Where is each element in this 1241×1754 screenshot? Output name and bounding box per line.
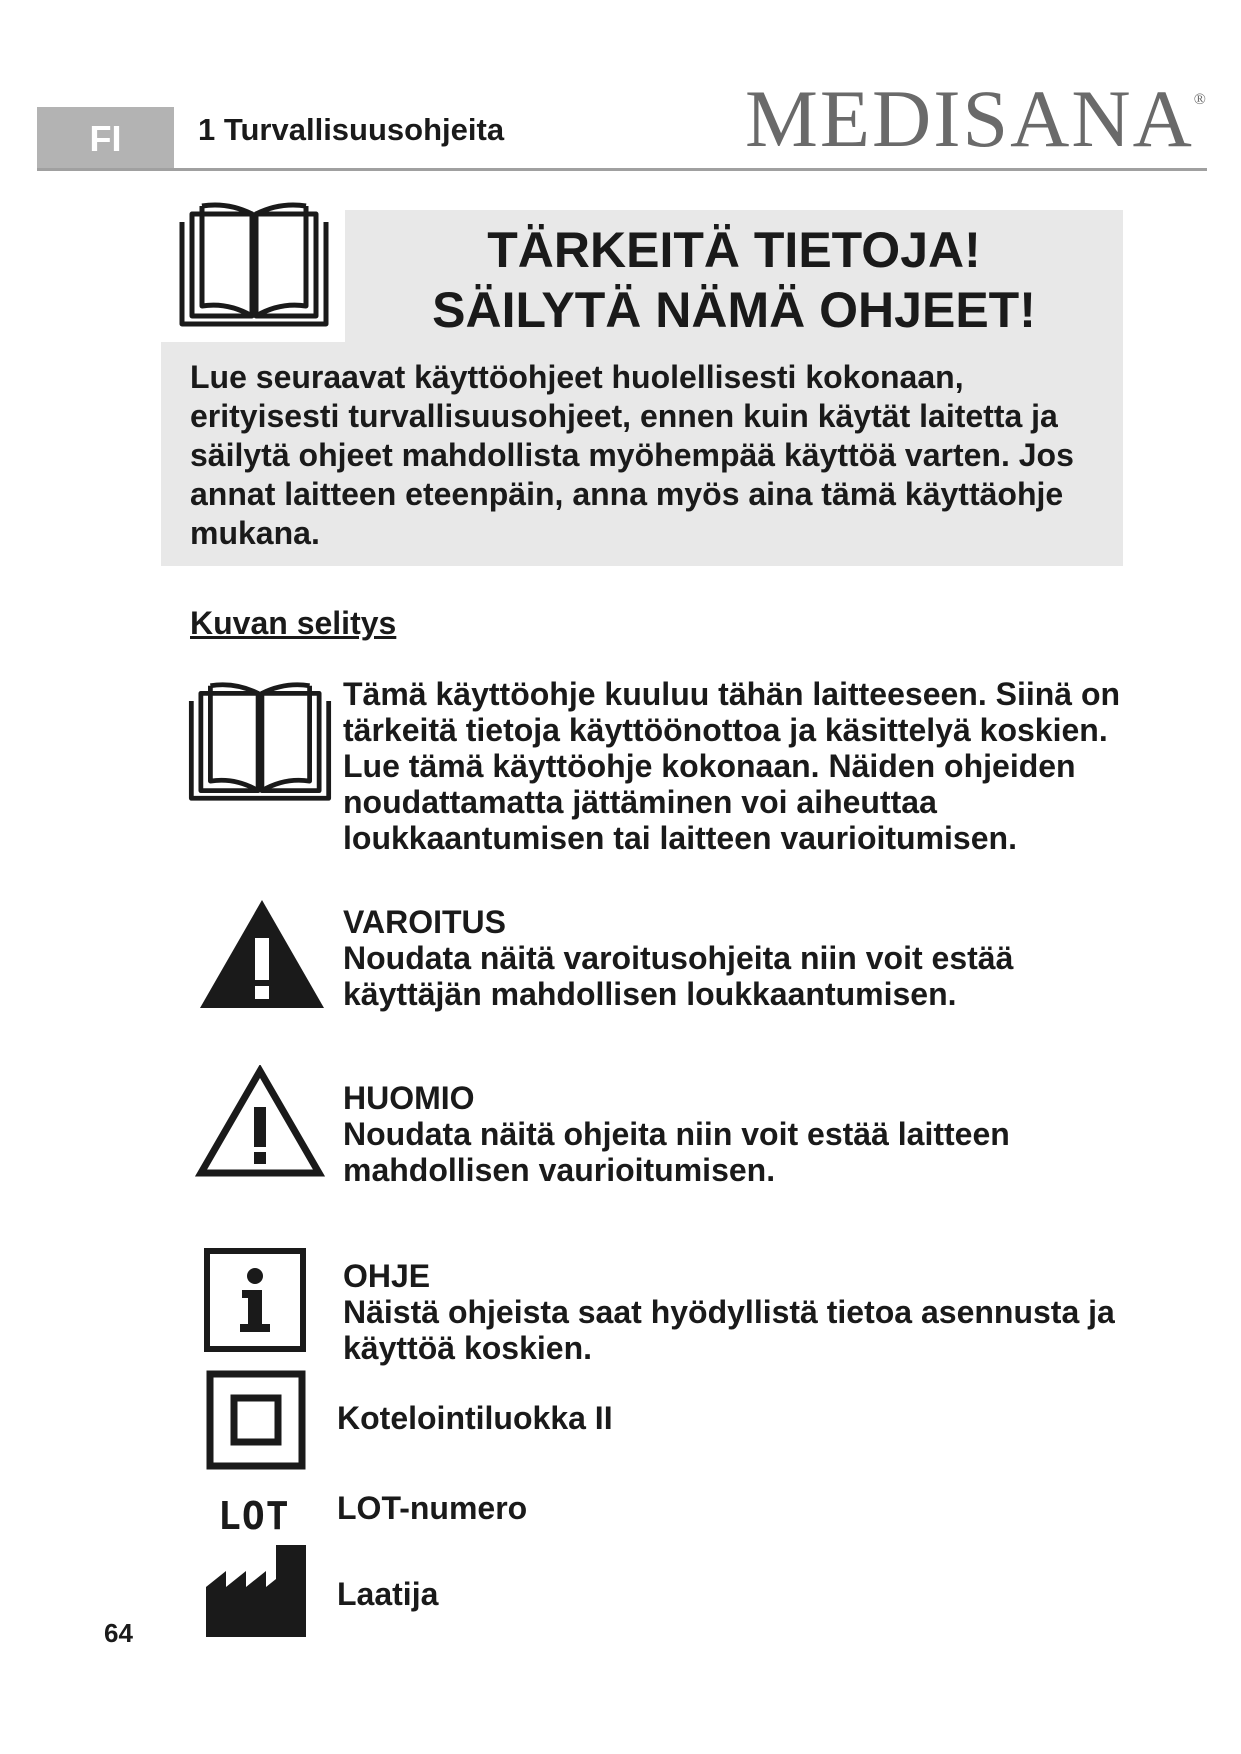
section-title: 1 Turvallisuusohjeita bbox=[198, 112, 505, 147]
manual-book-icon bbox=[178, 200, 330, 330]
important-body-text: Lue seuraavat käyttöohjeet huolellisesti kokonaan, erityisesti turvallisuusohjeet, ennen kuin käytät laitetta ja säilytä ohjeet mahdollista myöhempää käyttöä varten. Jos annat laitteen eteenpäin, anna myös aina tämä käyttäohje mukana. bbox=[190, 359, 1074, 551]
caution-title: HUOMIO bbox=[343, 1080, 475, 1116]
caution-outline-triangle-icon bbox=[195, 1065, 325, 1179]
lot-icon: LOT bbox=[218, 1494, 290, 1538]
manufacturer-factory-icon bbox=[206, 1545, 306, 1637]
note-text: Näistä ohjeista saat hyödyllistä tietoa asennusta ja käyttöä koskien. bbox=[343, 1294, 1115, 1366]
info-icon bbox=[204, 1248, 306, 1352]
page-number: 64 bbox=[104, 1618, 133, 1648]
header-divider bbox=[37, 168, 1207, 171]
language-tab: FI bbox=[37, 107, 174, 170]
manufacturer-text: Laatija bbox=[337, 1576, 439, 1612]
class2-text: Kotelointiluokka II bbox=[337, 1400, 613, 1436]
caution-entry bbox=[343, 1080, 1143, 1188]
important-title bbox=[345, 220, 1123, 340]
warning-text: Noudata näitä varoitusohjeita niin voit estää käyttäjän mahdollisen loukkaantumisen. bbox=[343, 940, 1014, 1012]
important-title-line2: SÄILYTÄ NÄMÄ OHJEET! bbox=[432, 282, 1036, 338]
note-entry bbox=[343, 1258, 1143, 1366]
warning-filled-triangle-icon bbox=[198, 898, 326, 1010]
caution-text: Noudata näitä ohjeita niin voit estää laitteen mahdollisen vaurioitumisen. bbox=[343, 1116, 1010, 1188]
brand-registered-mark: ® bbox=[1193, 91, 1208, 108]
lot-text: LOT-numero bbox=[337, 1490, 528, 1526]
important-title-line1: TÄRKEITÄ TIETOJA! bbox=[487, 222, 981, 278]
note-title: OHJE bbox=[343, 1258, 431, 1294]
brand-name: MEDISANA bbox=[745, 73, 1194, 164]
warning-title: VAROITUS bbox=[343, 904, 506, 940]
warning-entry bbox=[343, 904, 1143, 1012]
manual-entry-text: Tämä käyttöohje kuuluu tähän laitteeseen. Siinä on tärkeitä tietoja käyttöönottoa ja käsittelyä koskien. Lue tämä käyttöohje kokonaan. Näiden ohjeiden noudattamatta jättäminen voi aiheuttaa loukkaantumisen tai laitteen vaurioitumisen. bbox=[343, 676, 1121, 856]
protection-class-ii-icon bbox=[206, 1370, 306, 1470]
brand-logo bbox=[745, 73, 1208, 164]
manual-book-icon bbox=[186, 680, 334, 804]
legend-heading: Kuvan selitys bbox=[190, 605, 397, 641]
